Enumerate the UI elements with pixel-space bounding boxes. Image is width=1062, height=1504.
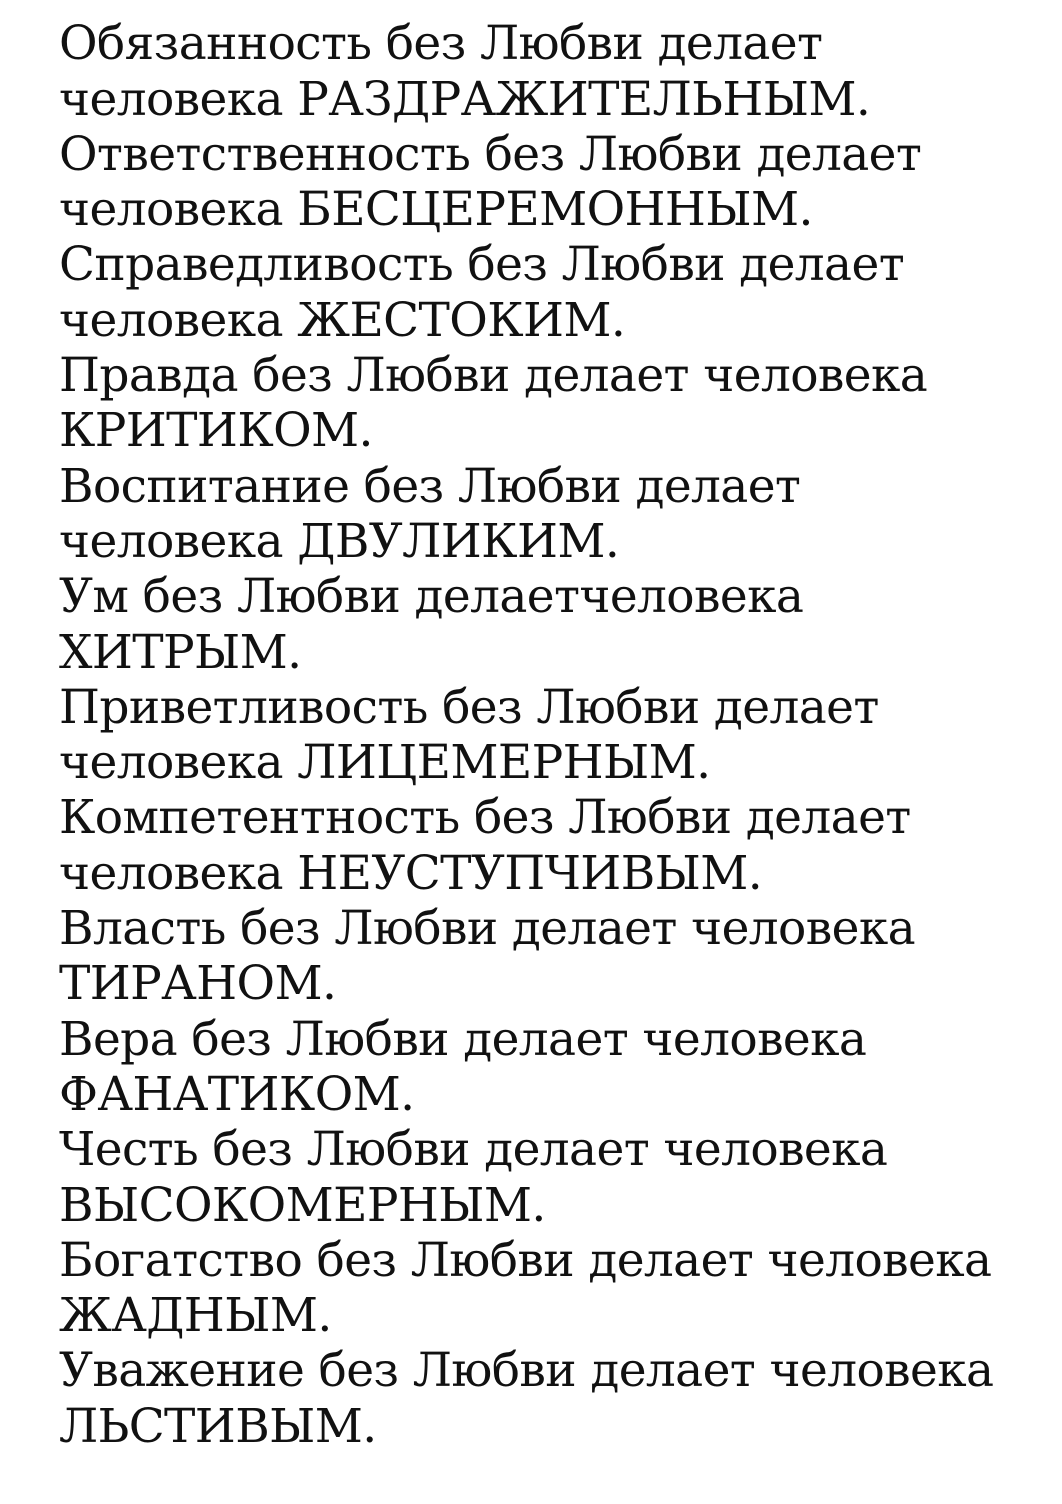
text-line: ВЫСОКОМЕРНЫМ.: [59, 1177, 546, 1233]
text-line: Воспитание без Любви делает: [59, 458, 801, 514]
text-line: Приветливость без Любви делает: [59, 679, 879, 735]
text-line: человека РАЗДРАЖИТЕЛЬНЫМ.: [59, 71, 871, 127]
text-line: человека НЕУСТУПЧИВЫМ.: [59, 845, 763, 901]
text-line: ХИТРЫМ.: [59, 624, 302, 680]
text-line: ЖАДНЫМ.: [59, 1288, 332, 1344]
text-line: Ответственность без Любви делает: [59, 126, 922, 182]
text-line: Компетентность без Любви делает: [59, 790, 911, 846]
text-line: человека ДВУЛИКИМ.: [59, 513, 620, 569]
text-line: Обязанность без Любви делает: [59, 16, 823, 72]
text-line: человека ЛИЦЕМЕРНЫМ.: [59, 735, 711, 791]
text-line: ЛЬСТИВЫМ.: [59, 1398, 377, 1454]
text-line: человека ЖЕСТОКИМ.: [59, 292, 626, 348]
text-line: Власть без Любви делает человека: [59, 901, 916, 957]
text-line: Честь без Любви делает человека: [59, 1122, 888, 1178]
text-line: Ум без Любви делаетчеловека: [59, 569, 804, 625]
text-line: Правда без Любви делает человека: [59, 348, 928, 404]
text-line: Справедливость без Любви делает: [59, 237, 905, 293]
text-line: Уважение без Любви делает человека: [59, 1343, 994, 1399]
text-line: Богатство без Любви делает человека: [59, 1232, 992, 1288]
text-line: ФАНАТИКОМ.: [59, 1066, 415, 1122]
text-line: КРИТИКОМ.: [59, 403, 373, 459]
cut-off-top-line: [59, 0, 1019, 16]
text-line: Вера без Любви делает человека: [59, 1011, 867, 1067]
text-line: ТИРАНОМ.: [59, 956, 337, 1012]
text-line: человека БЕСЦЕРЕМОННЫМ.: [59, 182, 813, 238]
text-block: [59, 0, 1019, 1454]
